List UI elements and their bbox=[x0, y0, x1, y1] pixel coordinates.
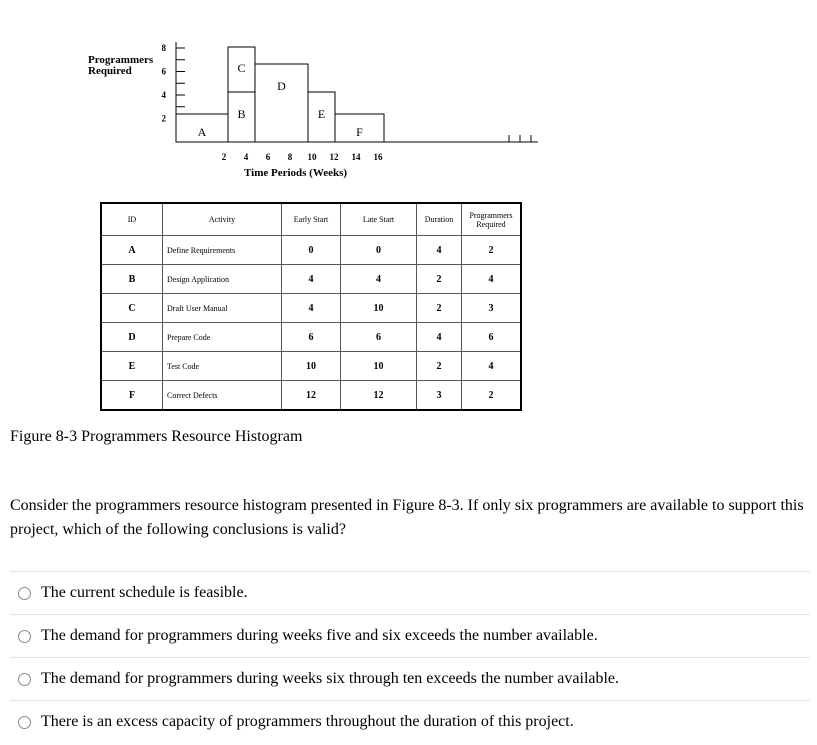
answer-option-1[interactable] bbox=[10, 571, 810, 614]
row-late-start-cell: 4 bbox=[341, 265, 417, 294]
row-early-start-cell: 4 bbox=[282, 294, 341, 323]
answer-option-4[interactable] bbox=[10, 700, 810, 743]
row-programmers-cell: 4 bbox=[462, 352, 522, 381]
x-tick-label: 4 bbox=[243, 152, 249, 162]
row-duration-cell: 4 bbox=[417, 323, 462, 352]
table-row bbox=[101, 323, 521, 352]
bar-label: F bbox=[356, 125, 363, 139]
row-activity-cell: Draft User Manual bbox=[163, 294, 282, 323]
row-programmers-cell: 2 bbox=[462, 236, 522, 265]
radio-button[interactable] bbox=[18, 630, 31, 643]
row-id-cell: C bbox=[101, 294, 163, 323]
row-duration-cell: 2 bbox=[417, 352, 462, 381]
row-late-start-cell: 10 bbox=[341, 352, 417, 381]
header-id: ID bbox=[101, 203, 163, 236]
y-tick-label: 4 bbox=[161, 90, 166, 100]
answer-option-label: The demand for programmers during weeks six through ten exceeds the number available. bbox=[41, 670, 620, 687]
header-late-start: Late Start bbox=[341, 203, 417, 236]
header-duration: Duration bbox=[417, 203, 462, 236]
row-id-cell: F bbox=[101, 381, 163, 411]
row-duration-cell: 3 bbox=[417, 381, 462, 411]
x-tick-label: 16 bbox=[373, 152, 383, 162]
answer-option-3[interactable] bbox=[10, 657, 810, 700]
x-tick-label: 10 bbox=[307, 152, 317, 162]
row-activity-cell: Prepare Code bbox=[163, 323, 282, 352]
row-activity-cell: Correct Defects bbox=[163, 381, 282, 411]
x-tick-label: 14 bbox=[351, 152, 361, 162]
answer-option-2[interactable] bbox=[10, 614, 810, 657]
row-programmers-cell: 6 bbox=[462, 323, 522, 352]
y-tick-label: 2 bbox=[161, 113, 166, 124]
row-id-cell: A bbox=[101, 236, 163, 265]
radio-button[interactable] bbox=[18, 587, 31, 600]
row-id-cell: D bbox=[101, 323, 163, 352]
answer-options bbox=[10, 571, 810, 743]
row-late-start-cell: 0 bbox=[341, 236, 417, 265]
header-programmers-required: Programmers Required bbox=[462, 203, 522, 236]
row-early-start-cell: 6 bbox=[282, 323, 341, 352]
row-late-start-cell: 12 bbox=[341, 381, 417, 411]
table-row bbox=[101, 381, 521, 411]
table-body bbox=[101, 236, 521, 411]
row-activity-cell: Test Code bbox=[163, 352, 282, 381]
x-tick-label: 12 bbox=[329, 152, 339, 162]
row-id-cell: E bbox=[101, 352, 163, 381]
answer-option-label: There is an excess capacity of programmers throughout the duration of this project. bbox=[41, 713, 574, 730]
table-row bbox=[101, 352, 521, 381]
row-late-start-cell: 6 bbox=[341, 323, 417, 352]
resource-histogram bbox=[0, 0, 817, 200]
x-tick-label: 8 bbox=[287, 152, 293, 162]
bar-label: D bbox=[277, 79, 286, 93]
row-programmers-cell: 3 bbox=[462, 294, 522, 323]
answer-option-label: The current schedule is feasible. bbox=[41, 584, 248, 601]
row-duration-cell: 2 bbox=[417, 294, 462, 323]
bar-label: E bbox=[317, 107, 326, 121]
row-duration-cell: 2 bbox=[417, 265, 462, 294]
table-header-row bbox=[101, 203, 521, 236]
histogram-bar-d bbox=[255, 64, 308, 142]
activity-table bbox=[100, 202, 522, 411]
question-text: Consider the programmers resource histogram presented in Figure 8-3. If only six programmers are available to support this project, which of the following conclusions is valid? bbox=[10, 497, 804, 538]
row-early-start-cell: 4 bbox=[282, 265, 341, 294]
radio-button[interactable] bbox=[18, 673, 31, 686]
row-programmers-cell: 2 bbox=[462, 381, 522, 411]
x-tick-label: 2 bbox=[221, 152, 227, 162]
bar-label: B bbox=[237, 107, 246, 121]
row-activity-cell: Define Requirements bbox=[163, 236, 282, 265]
answer-option-label: The demand for programmers during weeks five and six exceeds the number available. bbox=[41, 627, 598, 644]
row-early-start-cell: 0 bbox=[282, 236, 341, 265]
radio-button[interactable] bbox=[18, 716, 31, 729]
table-row bbox=[101, 265, 521, 294]
histogram-y-axis-label: Programmers Required bbox=[88, 54, 154, 77]
histogram-x-axis-label: Time Periods (Weeks) bbox=[244, 167, 348, 179]
x-tick-label: 6 bbox=[265, 152, 271, 162]
table-row bbox=[101, 236, 521, 265]
row-duration-cell: 4 bbox=[417, 236, 462, 265]
row-late-start-cell: 10 bbox=[341, 294, 417, 323]
y-tick-label: 6 bbox=[161, 66, 166, 77]
y-tick-label: 8 bbox=[161, 43, 166, 53]
row-id-cell: B bbox=[101, 265, 163, 294]
table-row bbox=[101, 294, 521, 323]
row-early-start-cell: 12 bbox=[282, 381, 341, 411]
header-activity: Activity bbox=[163, 203, 282, 236]
bar-label: C bbox=[237, 61, 246, 75]
header-early-start: Early Start bbox=[282, 203, 341, 236]
bar-label: A bbox=[197, 125, 207, 139]
row-activity-cell: Design Application bbox=[163, 265, 282, 294]
row-early-start-cell: 10 bbox=[282, 352, 341, 381]
figure-caption: Figure 8-3 Programmers Resource Histogram bbox=[10, 428, 303, 445]
row-programmers-cell: 4 bbox=[462, 265, 522, 294]
